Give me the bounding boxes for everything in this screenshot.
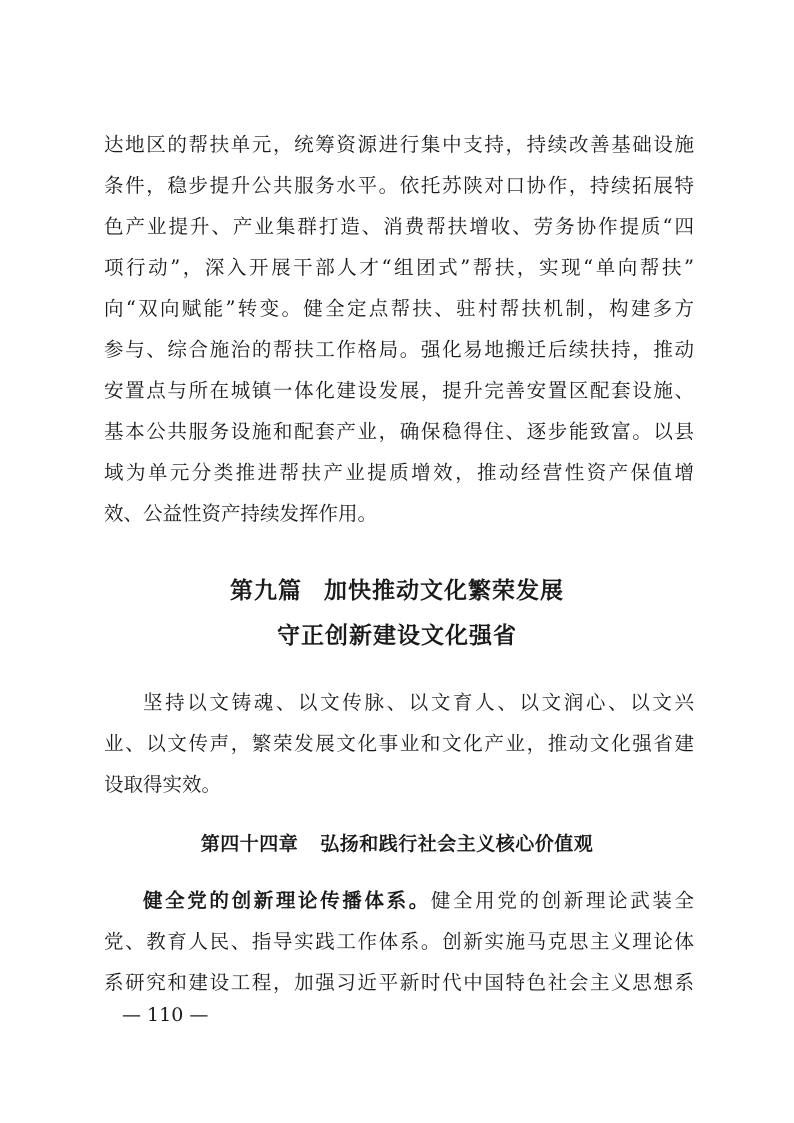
part-title: 加快推动文化繁荣发展 — [324, 577, 564, 604]
body-text-line: 坚持以文铸魂、以文传脉、以文育人、以文润心、以文兴 — [143, 691, 694, 714]
body-text-line: 条件，稳步提升公共服务水平。依托苏陕对口协作，持续拓展特 — [104, 174, 694, 197]
part-heading-line-1 — [0, 577, 794, 605]
body-text-line: 达地区的帮扶单元，统筹资源进行集中支持，持续改善基础设施 — [104, 133, 694, 156]
chapter-number: 第四十四章 — [200, 833, 299, 855]
body-text-line: 参与、综合施治的帮扶工作格局。强化易地搬迁后续扶持，推动 — [104, 338, 694, 361]
paragraph-lead: 健全党的创新理论传播体系。 — [143, 889, 431, 912]
body-text-line: 向“双向赋能”转变。健全定点帮扶、驻村帮扶机制，构建多方 — [104, 297, 694, 320]
part-heading-line-2: 守正创新建设文化强省 — [277, 622, 517, 649]
body-text-line — [143, 889, 694, 913]
body-text-line: 党、教育人民、指导实践工作体系。创新实施马克思主义理论体 — [104, 930, 694, 953]
body-text-line: 安置点与所在城镇一体化建设发展，提升完善安置区配套设施、 — [104, 379, 694, 402]
body-text-line: 设取得实效。 — [104, 773, 222, 796]
chapter-heading — [0, 832, 794, 856]
body-text-line: 项行动”，深入开展干部人才“组团式”帮扶，实现“单向帮扶” — [104, 256, 694, 279]
part-number: 第九篇 — [230, 577, 302, 604]
body-text-line: 系研究和建设工程，加强习近平新时代中国特色社会主义思想系 — [104, 971, 694, 994]
body-text-line: 基本公共服务设施和配套产业，确保稳得住、逐步能致富。以县 — [104, 420, 694, 443]
body-text-line: 业、以文传声，繁荣发展文化事业和文化产业，推动文化强省建 — [104, 732, 694, 755]
page-number: — 110 — — [122, 1004, 209, 1026]
body-text-line: 域为单元分类推进帮扶产业提质增效，推动经营性资产保值增 — [104, 461, 694, 484]
body-text-line: 色产业提升、产业集群打造、消费帮扶增收、劳务协作提质“四 — [104, 215, 694, 238]
paragraph-text: 健全用党的创新理论武装全 — [430, 889, 694, 912]
body-text-line: 效、公益性资产持续发挥作用。 — [104, 502, 378, 525]
chapter-title: 弘扬和践行社会主义核心价值观 — [320, 833, 594, 855]
